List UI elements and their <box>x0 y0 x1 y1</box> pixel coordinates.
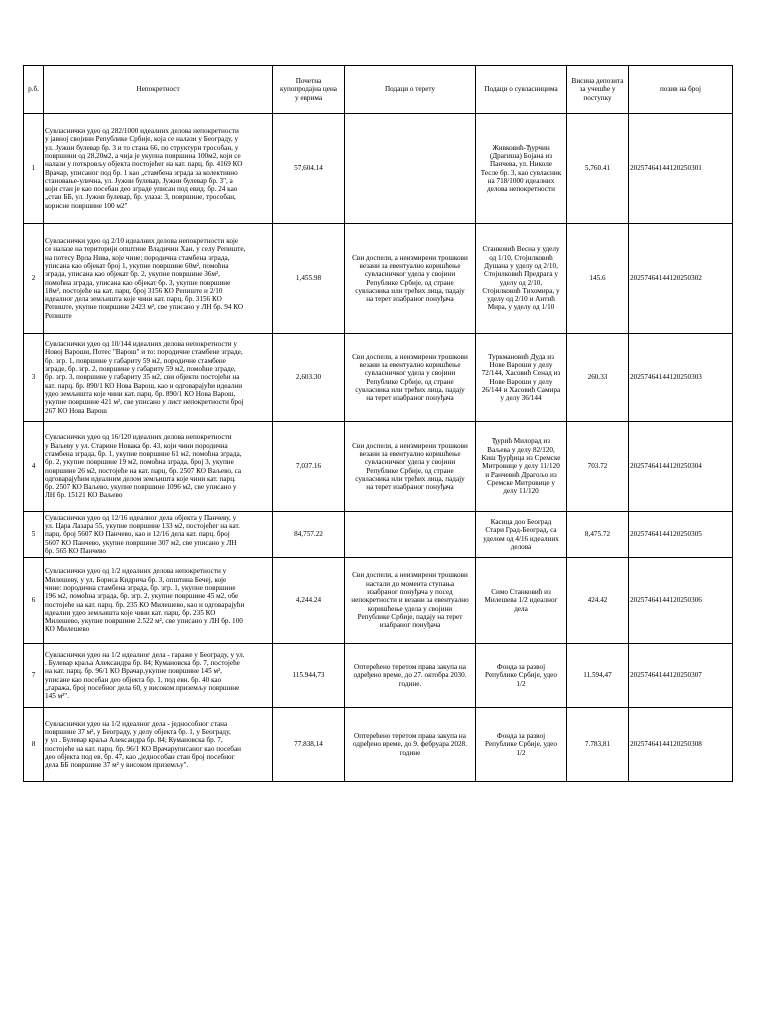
property-cell-line: идеални удео земљишта које чини кат. парц. бр. 235 КО <box>45 608 216 617</box>
property-cell-line: Репиште, укупне површине 2423 м², све уписано у ЛН бр. 94 КО <box>45 303 244 312</box>
property-cell-line: помоћна зграда, уписана као објекат бр. 3, укупне површине <box>45 278 231 287</box>
owners-cell-line: Панчева, ул. Николе <box>489 160 552 169</box>
table-row <box>24 334 733 422</box>
owners-cell-line: уделом од 4/16 идеалних <box>483 534 559 543</box>
row-number-cell: 7 <box>24 644 44 708</box>
owners-cell-line: Живковић-Ђурчин <box>492 143 550 152</box>
property-cell-line: одговарајућим идеалним делом земљишта које чини кат. парц. <box>45 474 236 483</box>
row-number-cell: 2 <box>24 224 44 334</box>
property-cell-line: у Ваљеву у ул. Старине Новака бр. 43, који чини породична <box>45 441 228 450</box>
property-cell-line: чине: породична стамбена зграда, бр. згр. 1, укупне површине <box>45 583 236 592</box>
owners-cell-line: Сремске Митровице у <box>487 478 555 487</box>
property-cell-line: површини од 28,20м2, а чија је укупна површина 100м2, који се <box>45 151 241 160</box>
reference-cell: 20257464144120250302 <box>629 224 733 334</box>
header-rb: р.б. <box>24 66 44 114</box>
reference-cell: 20257464144120250306 <box>629 558 733 644</box>
owners-cell-line: Мира, у уделу од 1/10 <box>487 303 555 312</box>
owners-cell-line: 1/2 <box>516 679 526 688</box>
property-cell-line: уписане као посебан део објекта бр. 1, под евн. бр. 40 као <box>45 675 222 684</box>
encumbrance-cell-line: сувласника или трећих лица, падају <box>355 286 465 295</box>
property-cell-line: КО Милешево <box>45 625 90 634</box>
encumbrance-cell-line: непокретности и везани за евентуално <box>351 596 469 605</box>
property-cell-line: укупне површине 421 м², све уписано у лист непокретности број <box>45 398 244 407</box>
owners-cell-line: Душана у уделу од 2/10, <box>484 261 558 270</box>
owners-cell-line: 72/144, Хасовић Сенад из <box>481 369 561 378</box>
owners-cell-line: Симо Станковић из <box>491 588 551 597</box>
owners-cell-line: Стари Град-Београд, са <box>485 526 557 535</box>
owners-cell-line: Станковић Весна у уделу <box>482 245 560 254</box>
owners-cell-line: Фонда за развој <box>496 663 546 672</box>
property-cell-line: дела ББ површине 37 м² у високом приземљу". <box>45 761 189 770</box>
owners-cell-line: Ђурић Милорад из <box>491 437 551 446</box>
encumbrance-cell-line: изабраног понуђача у посед <box>367 588 453 597</box>
property-cell-line: удео земљишта које чини кат. парц. бр. 890/1 КО Нова Варош, <box>45 389 236 398</box>
encumbrance-cell <box>345 114 476 224</box>
encumbrance-cell-line: Оптерећено теретом права закупа на <box>354 663 466 672</box>
property-cell <box>44 644 273 708</box>
property-cell-line: Сувласнички удео од 282/1000 идеалних делова непокретности <box>45 127 239 136</box>
property-cell-line: Сувласнички удео од 16/120 идеалних делова непокретности <box>45 433 232 442</box>
row-number-cell: 4 <box>24 422 44 512</box>
property-cell <box>44 422 273 512</box>
owners-cell-line: Стојилковић Предрага у <box>484 270 558 279</box>
header-deposit: Висина депозита за учешће у поступку <box>567 66 629 114</box>
property-cell-line: ЛН бр. 15121 КО Ваљево <box>45 491 123 500</box>
encumbrance-cell-line: сувласничког удела у својини <box>364 270 456 279</box>
property-cell <box>44 224 273 334</box>
property-cell-line: „гаража, број посебног дела 60, у високом приземљу површине <box>45 683 240 692</box>
owners-cell <box>476 334 567 422</box>
encumbrance-cell-line: на терет изабраног понуђача <box>366 394 454 403</box>
encumbrance-cell <box>345 558 476 644</box>
property-cell-line: уписана као објекат број 1, укупне површине 60м², помоћна <box>45 261 229 270</box>
encumbrance-cell-line: сувласничког удела у својини <box>364 369 456 378</box>
property-cell-line: 18м², постојеће на кат. парц. број 3156 КО Репиште и 2/10 <box>45 286 223 295</box>
owners-cell-line: уделу од 2/10, <box>499 278 543 287</box>
encumbrance-cell <box>345 644 476 708</box>
header-property: Непокретност <box>44 66 273 114</box>
property-cell-line: . Булевар краља Александра бр. 84; Кумановска бр. 7, постојеће <box>45 658 240 667</box>
encumbrance-cell <box>345 422 476 512</box>
encumbrance-cell-line: Републике Србије, падају на терет <box>357 612 463 621</box>
property-cell-line: површине 26 м2, постојеће на кат. парц. бр. 2507 КО Ваљево, са <box>45 466 242 475</box>
property-cell-line: ул. Цара Лазара 55, укупне површине 133 м2, постојећег на кат. <box>45 522 240 531</box>
owners-cell <box>476 708 567 782</box>
property-cell-line: Милешево, укупне површине 2.522 м², све уписано у ЛН бр. 100 <box>45 617 243 626</box>
property-cell-line: Сувласнички удео на 1/2 идеалног дела - гараже у Београду, у ул. <box>45 650 245 659</box>
owners-cell-line: Нове Вароши у делу <box>489 377 553 386</box>
encumbrance-cell-line: године <box>399 748 421 757</box>
encumbrance-cell-line: одређено време, до 27. октобра 2030. <box>353 671 467 680</box>
reference-cell: 20257464144120250303 <box>629 334 733 422</box>
row-number-cell: 8 <box>24 708 44 782</box>
encumbrance-cell-line: Републике Србије, од стране <box>366 377 454 386</box>
table-row <box>24 114 733 224</box>
property-cell <box>44 114 273 224</box>
owners-cell-line: Нове Вароши у делу <box>489 360 553 369</box>
property-cell-line: који стан је као посебан део зграде уписан под евид. бр. 24 као <box>45 185 238 194</box>
property-cell-line: постојеће на кат. парц. бр. 235 КО Милешево, као и одговарајући <box>45 600 245 609</box>
owners-cell-line: Републике Србије, удео <box>485 740 557 749</box>
owners-cell <box>476 558 567 644</box>
deposit-cell: 8,475.72 <box>567 512 629 558</box>
deposit-cell: 703.72 <box>567 422 629 512</box>
deposit-cell: 424.42 <box>567 558 629 644</box>
property-cell-line: се налазе на територији општине Владичин Хан, у селу Репиште, <box>45 245 246 254</box>
property-table <box>23 65 733 782</box>
owners-cell-line: Киш Ђурђица из Сремске <box>481 454 561 463</box>
property-cell <box>44 334 273 422</box>
property-cell-line: на кат. парц. бр. 96/1 КО Врачар,укупне површине 145 м², <box>45 667 222 676</box>
encumbrance-cell <box>345 334 476 422</box>
table-row <box>24 224 733 334</box>
property-cell-line: Сувласнички удео од 1/2 идеалних делова непокретности у <box>45 567 227 576</box>
reference-cell: 20257464144120250305 <box>629 512 733 558</box>
encumbrance-cell-line: Републике Србије, од стране <box>366 466 454 475</box>
property-cell-line: Сувласнички удео од 10/144 идеалних делова непокретности у <box>45 340 237 349</box>
encumbrance-cell-line: Сви доспели, а неизмирени трошкови <box>352 571 468 580</box>
owners-cell-line: у делу 36/144 <box>500 394 542 403</box>
header-encumbrance: Подаци о терету <box>345 66 476 114</box>
owners-cell-line: делу 11/120 <box>503 487 539 496</box>
row-number-cell: 6 <box>24 558 44 644</box>
property-cell-line: становање-уличнa, ул. Јужни булевар, Јужни булевар бр. 3", а <box>45 176 233 185</box>
header-reference: позив на број <box>629 66 733 114</box>
price-cell: 84,757.22 <box>273 512 345 558</box>
reference-cell: 20257464144120250301 <box>629 114 733 224</box>
encumbrance-cell-line: везани за евентуално коришћење <box>359 449 461 458</box>
property-cell-line: бр. 565 КО Панчево <box>45 546 106 555</box>
owners-cell-line: Републике Србије, удео <box>485 671 557 680</box>
encumbrance-cell-line: коришћење удела у својини <box>367 604 453 613</box>
property-cell-line: зграда, уписана као објекат бр. 2, укупне површине 36м², <box>45 270 220 279</box>
property-cell-line: Сувласнички удео на 1/2 идеалног дела - једнособног стана <box>45 719 228 728</box>
encumbrance-cell-line: изабраног понуђача <box>379 621 441 630</box>
deposit-cell: 5,760.41 <box>567 114 629 224</box>
encumbrance-cell-line: сувласника или трећих лица, падају <box>355 474 465 483</box>
reference-cell: 20257464144120250304 <box>629 422 733 512</box>
owners-cell-line: Митровице у делу 11/120 <box>482 462 560 471</box>
table-row <box>24 422 733 512</box>
property-cell <box>44 512 273 558</box>
property-cell-line: бр. 2507 КО Ваљево, укупне површине 1096 м2, све уписано у <box>45 483 237 492</box>
header-price: Почетна купопродајна цена у еврима <box>273 66 345 114</box>
price-cell: 4,244.24 <box>273 558 345 644</box>
table-body <box>24 114 733 782</box>
price-cell: 2,603.30 <box>273 334 345 422</box>
owners-cell-line: Фонда за развој <box>496 732 546 741</box>
deposit-cell: 7.783,81 <box>567 708 629 782</box>
deposit-cell: 260.33 <box>567 334 629 422</box>
owners-cell-line: делова непокретности <box>486 185 555 194</box>
table-row <box>24 644 733 708</box>
property-cell <box>44 558 273 644</box>
deposit-cell: 11.594,47 <box>567 644 629 708</box>
encumbrance-cell-line: Сви доспели, а неизмирени трошкови <box>352 441 468 450</box>
encumbrance-cell-line: сувласничког удела у својини <box>364 458 456 467</box>
property-cell-line: парц. број 5607 КО Панчево, као и 12/16 дела кат. парц. број <box>45 530 230 539</box>
owners-cell-line: од 1/10, Стојилковић <box>489 253 553 262</box>
owners-cell-line: Ваљева у делу 82/120, <box>487 445 555 454</box>
reference-cell: 20257464144120250307 <box>629 644 733 708</box>
encumbrance-cell-line: Сви доспели, а неизмирени трошкови <box>352 253 468 262</box>
header-row <box>24 66 733 114</box>
property-cell-line: Врачар, уписаног под бр. 1 као „стамбена зграда за колективно <box>45 168 238 177</box>
property-cell-line: бр. 2, укупне површине 19 м2, помоћна зграда, број 3, укупне <box>45 458 234 467</box>
property-cell-line: ул. Јужни булевар бр. 3 и то стана 66, по структури трособан, у <box>45 143 239 152</box>
deposit-cell: 145.6 <box>567 224 629 334</box>
property-cell-line: стамбена зграда, бр. 1, укупне површине 61 м2, помоћна зграда, <box>45 449 242 458</box>
encumbrance-cell <box>345 708 476 782</box>
property-cell-line: у јавној својини Републике Србије, која се налази у Београду, у <box>45 135 239 144</box>
property-cell-line: зграде, бр. згр. 2, површине у габариту 59 м2, помоћне зграде, <box>45 365 236 374</box>
owners-cell <box>476 114 567 224</box>
encumbrance-cell-line: на терет изабраног понуђача <box>366 483 454 492</box>
owners-cell-line: и Ранчевић Драгољо из <box>485 470 557 479</box>
encumbrance-cell-line: одређено време, до 9. фебруара 2028. <box>353 740 467 749</box>
row-number-cell: 3 <box>24 334 44 422</box>
table-row <box>24 512 733 558</box>
property-cell-line: површине 37 м², у Београду, у делу објекта бр. 1, у Београду, <box>45 727 231 736</box>
encumbrance-cell-line: везани за евентуално коришћење <box>359 261 461 270</box>
encumbrance-cell-line: настали до момента ступања <box>365 579 455 588</box>
owners-cell <box>476 644 567 708</box>
price-cell: 7,037.16 <box>273 422 345 512</box>
property-cell-line: Сувласнички удео од 2/10 идеалних делова непокретности које <box>45 237 239 246</box>
owners-cell-line: 1/2 <box>516 748 526 757</box>
owners-cell <box>476 512 567 558</box>
owners-cell-line: на 718/1000 идеалних <box>487 176 555 185</box>
encumbrance-cell <box>345 224 476 334</box>
row-number-cell: 1 <box>24 114 44 224</box>
owners-cell-line: Тесле бр. 3, као сувласник <box>480 168 562 177</box>
owners-cell-line: Стојилковић Тихомира, у <box>482 286 560 295</box>
property-cell-line: на потесу Врла Нива, које чине: породична стамбена зграда, <box>45 253 230 262</box>
encumbrance-cell-line: Сви доспели, а неизмирени трошкови <box>352 352 468 361</box>
price-cell: 77.838,14 <box>273 708 345 782</box>
owners-cell-line: Касица доо Београд <box>490 517 552 526</box>
property-cell <box>44 708 273 782</box>
property-cell-line: Сувласнички удео од 12/16 идеалног дела објекта у Панчеву, у <box>45 513 237 522</box>
encumbrance-cell-line: сувласника или трећих лица, падају <box>355 385 465 394</box>
property-cell-line: идеалног дела земљишта које чини кат. парц. бр. 3156 КО <box>45 295 222 304</box>
property-cell-line: бр. згр. 1, површине у габариту 59 м2, породичне стамбене <box>45 356 226 365</box>
property-cell-line: постојеће на кат. парц. бр. 96/1 КО Врачаруписаног као посебан <box>45 744 242 753</box>
property-cell-line: 267 КО Нова Варош <box>45 406 107 415</box>
owners-cell-line: Милешева 1/2 идеалног <box>484 596 558 605</box>
owners-cell-line: уделу од 2/10 и Антић <box>487 295 555 304</box>
property-cell-line: 196 м2, помоћна зграда, бр. згр. 2, укупне површине 45 м2, обе <box>45 592 239 601</box>
encumbrance-cell-line: Републике Србије, од стране <box>366 278 454 287</box>
table-row <box>24 558 733 644</box>
owners-cell-line: 26/144 и Хасовић Самира <box>481 385 561 394</box>
reference-cell: 20257464144120250308 <box>629 708 733 782</box>
encumbrance-cell-line: везани за евентуално коришћење <box>359 360 461 369</box>
property-cell-line: кат. парц. бр. 890/1 КО Нова Варош, као и одговарајући идеални <box>45 381 243 390</box>
encumbrance-cell-line: на терет изабраног понуђача <box>366 295 454 304</box>
row-number-cell: 5 <box>24 512 44 558</box>
price-cell: 115.944,73 <box>273 644 345 708</box>
encumbrance-cell-line: године. <box>398 679 422 688</box>
property-cell-line: Милешеву, у ул. Бориса Кидрича бр. 3, општина Бечеј, које <box>45 575 227 584</box>
property-cell-line: 145 м²". <box>45 692 70 701</box>
property-cell-line: 5607 КО Панчево, укупне површине 307 м2, све уписано у ЛН <box>45 538 237 547</box>
property-cell-line: налази у поткровљу објекта постојећег на кат. парц. бр. 4169 КО <box>45 160 243 169</box>
price-cell: 57,604.14 <box>273 114 345 224</box>
property-cell-line: корисне површине 100 м2" <box>45 201 128 210</box>
property-cell-line: „стан ББ, ул. Јужни булевар, бр. улаза: 3, површине, трособан, <box>45 193 236 202</box>
property-cell-line: Репиште <box>45 311 72 320</box>
property-cell-line: у ул . Булевар краља Александра бр. 84; Кумановска бр. 7, <box>45 736 223 745</box>
owners-cell-line: (Драгиша) Бојана из <box>489 151 553 160</box>
owners-cell-line: дела <box>514 604 528 613</box>
owners-cell-line: делова <box>510 542 532 551</box>
property-cell-line: Новој Вароши, Потес "Варош" и то: породичне стамбене зграде, <box>45 348 243 357</box>
property-cell-line: бр. згр. 3, површине у габариту 35 м2, сви објекти постојећи на <box>45 373 240 382</box>
owners-cell <box>476 224 567 334</box>
property-cell-line: део објекта под ев. бр. 47, као „једнособан стан број посебног <box>45 752 235 761</box>
price-cell: 1,455.98 <box>273 224 345 334</box>
header-owners: Подаци о сувласницима <box>476 66 567 114</box>
owners-cell <box>476 422 567 512</box>
owners-cell-line: Туркмановић Дуда из <box>488 352 554 361</box>
encumbrance-cell <box>345 512 476 558</box>
table-row <box>24 708 733 782</box>
encumbrance-cell-line: Оптерећено теретом права закупа на <box>354 732 466 741</box>
